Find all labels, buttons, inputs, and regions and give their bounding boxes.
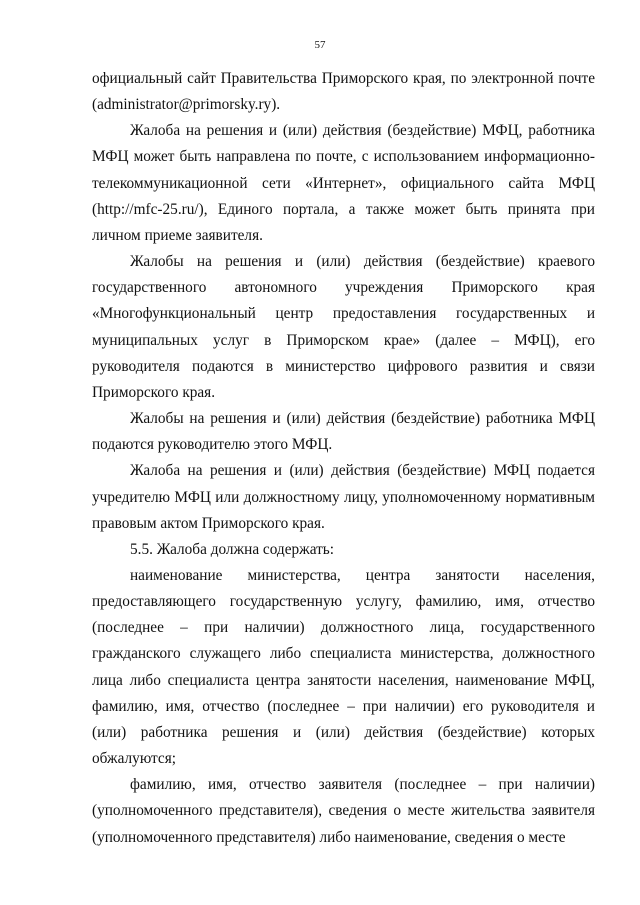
paragraph-contacts-continued bbox=[92, 66, 595, 118]
text-line: работника решения и (или) действия (бездействие) которых обжалуются; bbox=[92, 723, 596, 768]
text-line: гражданского служащего либо специалиста министерства, должностного bbox=[92, 645, 595, 663]
text-line: «Многофункциональный центр предоставления государственных bbox=[92, 305, 568, 323]
text-line: Жалобы на решения и (или) действия (бездействие) краевого bbox=[130, 253, 595, 271]
text-line: правовым актом Приморского края. bbox=[92, 514, 325, 532]
text-line: фамилию, имя, отчество заявителя (последнее – при наличии) bbox=[130, 776, 595, 794]
text-line: и муниципальных услуг в Приморском крае» (далее – МФЦ), его bbox=[92, 305, 595, 349]
text-line: 5.5. Жалоба должна содержать: bbox=[130, 540, 335, 558]
text-line: предоставляющего государственную услугу, фамилию, имя, отчество bbox=[92, 593, 595, 611]
text-line: официальный сайт Правительства Приморского края, по электронной почте bbox=[92, 70, 595, 87]
section-5-5-heading bbox=[92, 537, 595, 563]
text-line: телекоммуникационной сети «Интернет», официального сайта МФЦ bbox=[92, 174, 595, 192]
text-line: руководителя подаются в министерство цифрового развития и связи bbox=[92, 357, 595, 375]
document-body bbox=[92, 66, 595, 851]
text-line: МФЦ может быть направлена по почте, с использованием информационно- bbox=[92, 148, 595, 166]
text-line: наименование министерства, центра занятости населения, bbox=[130, 566, 595, 584]
text-line: лица либо специалиста центра занятости населения, наименование МФЦ, bbox=[92, 671, 595, 689]
text-line: подаются руководителю этого МФЦ. bbox=[92, 436, 333, 454]
text-line: приеме заявителя. bbox=[144, 226, 263, 244]
paragraph-requirements-name bbox=[92, 563, 595, 772]
page-number: 57 bbox=[314, 39, 326, 51]
text-line: Приморского края. bbox=[92, 383, 216, 401]
paragraph-complaint-mfc bbox=[92, 118, 595, 249]
text-line: (последнее – при наличии) должностного лица, государственного bbox=[92, 619, 595, 637]
text-line: (administrator@primorsky.ry). bbox=[92, 96, 281, 114]
paragraph-complaint-employee bbox=[92, 406, 595, 458]
text-line: Жалоба на решения и (или) действия (бездействие) МФЦ подается bbox=[130, 462, 595, 480]
text-line: Жалоба на решения и (или) действия (бездействие) МФЦ, работника bbox=[130, 122, 595, 140]
text-line: (уполномоченного представителя), сведения о месте жительства заявителя bbox=[92, 802, 595, 820]
text-line: (http://mfc-25.ru/), Единого портала, а также может быть принята при личном bbox=[92, 200, 595, 244]
text-line: (уполномоченного представителя) либо наименование, сведения о месте bbox=[92, 828, 566, 846]
paragraph-requirements-applicant bbox=[92, 772, 595, 850]
text-line: государственного автономного учреждения Приморского края bbox=[92, 279, 595, 297]
text-line: фамилию, имя, отчество (последнее – при наличии) его руководителя и (или) bbox=[92, 697, 595, 741]
paragraph-complaint-founder bbox=[92, 458, 595, 536]
paragraph-complaint-institution bbox=[92, 249, 595, 406]
text-line: Жалобы на решения и (или) действия (бездействие) работника МФЦ bbox=[130, 410, 595, 428]
text-line: учредителю МФЦ или должностному лицу, уполномоченному нормативным bbox=[92, 488, 595, 506]
